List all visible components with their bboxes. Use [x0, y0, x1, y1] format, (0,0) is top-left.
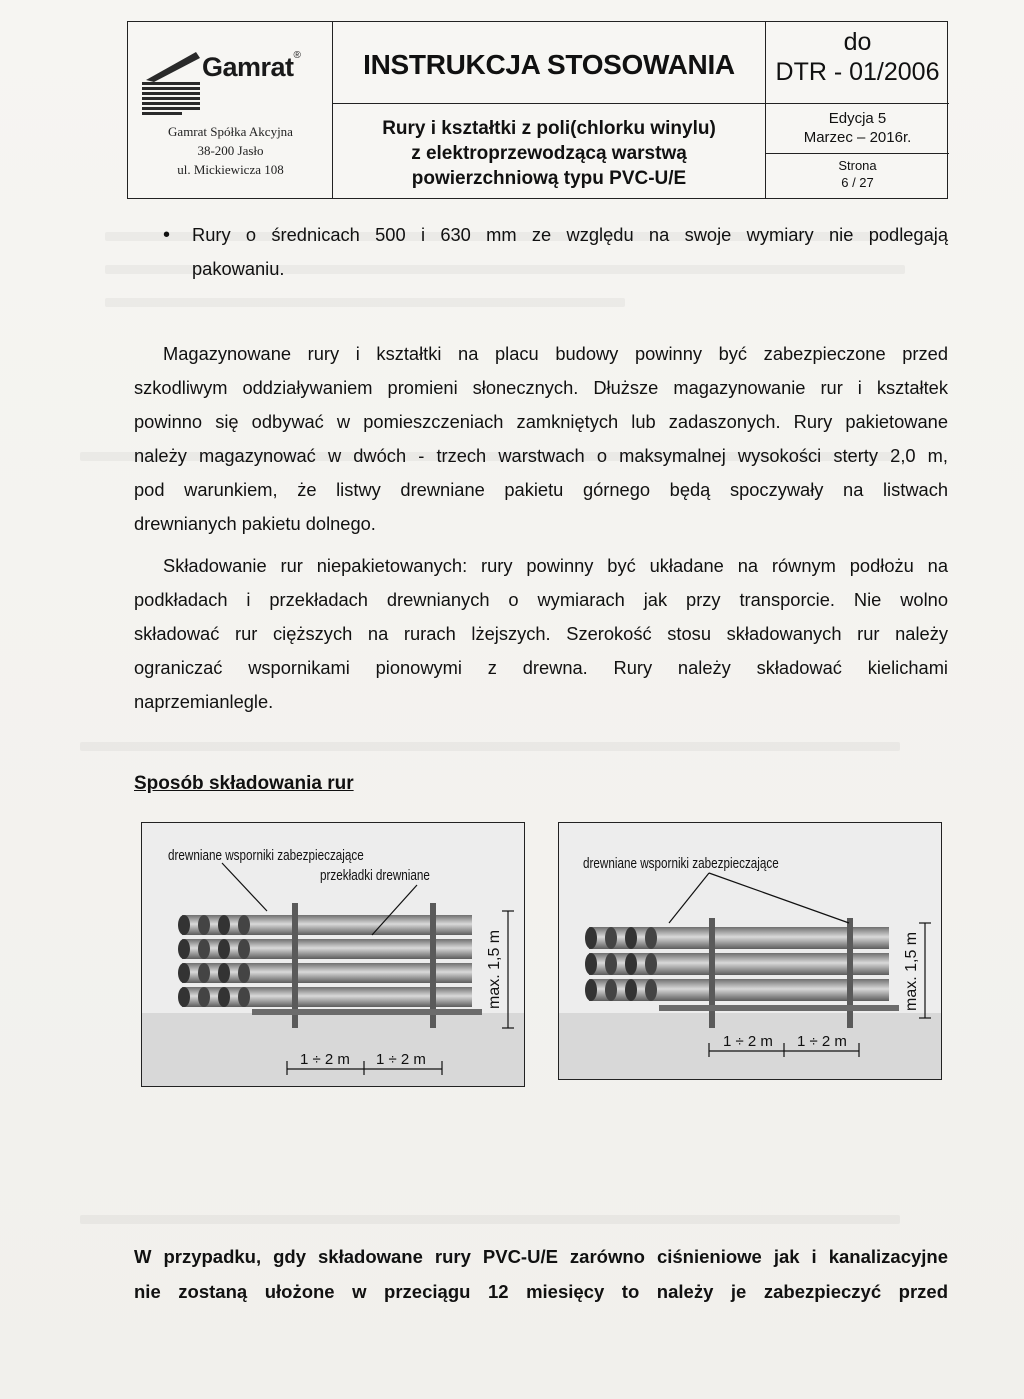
doc-title: INSTRUKCJA STOSOWANIA	[363, 49, 735, 80]
doc-title-cell	[333, 22, 765, 104]
bullet-line-2: pakowaniu.	[192, 258, 285, 279]
page-label: Strona	[838, 158, 877, 173]
paragraph-line: ograniczać wspornikami pionowymi z drewna. Rury należy składować kielichami	[134, 657, 948, 678]
figure-1-spacing-1: 1 ÷ 2 m	[300, 1051, 350, 1068]
figure-2-spacing-1: 1 ÷ 2 m	[723, 1033, 773, 1050]
doc-number: DTR - 01/2006	[775, 58, 940, 86]
bullet-line-1: Rury o średnicach 500 i 630 mm ze względu na swoje wymiary nie podlegają	[192, 224, 948, 245]
edition-date: Marzec – 2016r.	[803, 129, 912, 146]
doc-number-cell	[766, 22, 949, 104]
brand-name: Gamrat®	[202, 50, 301, 82]
figure-1-label-spacers: przekładki drewniane	[320, 867, 430, 884]
paragraph-line: podkładach i przekładach drewnianych o wymiarach jak przy transporcie. Nie wolno	[134, 589, 948, 610]
paragraph-line: składować rur cięższych na rurach lżejszych. Szerokość stosu składowanych rur należy	[134, 623, 948, 644]
page-number: 6 / 27	[841, 175, 874, 190]
figure-1-label-supports: drewniane wsporniki zabezpieczające	[168, 847, 364, 864]
company-address	[128, 122, 333, 179]
do-label: do	[843, 28, 872, 56]
edition-cell	[766, 104, 949, 154]
figure-2-spacing-2: 1 ÷ 2 m	[797, 1033, 847, 1050]
closing-line-1: W przypadku, gdy składowane rury PVC-U/E zarówno ciśnieniowe jak i kanalizacyjne	[134, 1246, 948, 1267]
paragraph-line: szkodliwym oddziaływaniem promieni słonecznych. Dłuższe magazynowanie rur i kształtek	[134, 377, 948, 398]
figure-1-spacing-2: 1 ÷ 2 m	[376, 1051, 426, 1068]
figure-stacked-pipes-2	[558, 822, 942, 1080]
company-postal: 38-200 Jasło	[197, 143, 264, 158]
doc-subject: Rury i kształtki z poli(chlorku winylu) z elektroprzewodzącą warstwą powierzchniową typu PVC-U/E	[382, 118, 716, 189]
page-cell	[766, 154, 949, 200]
paragraph-line: powinno się odbywać w pomieszczeniach zamkniętych lub zadaszonych. Rury pakietowane	[134, 411, 948, 432]
figure-1-height: max. 1,5 m	[486, 929, 503, 1009]
bullet-icon: •	[163, 224, 171, 246]
closing-line-2: nie zostaną ułożone w przeciągu 12 miesięcy to należy je zabezpieczyć przed	[134, 1281, 948, 1302]
logo-cell	[128, 22, 333, 198]
company-street: ul. Mickiewicza 108	[177, 162, 284, 177]
paragraph-line: Magazynowane rury i kształtki na placu budowy powinny być zabezpieczone przed	[163, 343, 948, 364]
document-header	[127, 21, 948, 199]
paragraph-line: pod warunkiem, że listwy drewniane pakietu górnego będą spoczywały na listwach	[134, 479, 948, 500]
paragraph-line: naprzemianlegle.	[134, 691, 274, 712]
subject-cell	[333, 104, 765, 200]
paragraph-line: Składowanie rur niepakietowanych: rury powinny być układane na równym podłożu na	[163, 555, 948, 576]
paragraph-line: należy magazynować w dwóch - trzech warstwach o maksymalnej wysokości sterty 2,0 m,	[134, 445, 948, 466]
company-name: Gamrat Spółka Akcyjna	[168, 124, 293, 139]
section-title: Sposób składowania rur	[134, 773, 354, 794]
edition: Edycja 5	[828, 110, 887, 127]
figure-2-label-supports: drewniane wsporniki zabezpieczające	[583, 855, 779, 872]
figure-2-height: max. 1,5 m	[903, 931, 920, 1011]
doc-meta-column	[765, 22, 949, 198]
figure-stacked-pipes-1	[141, 822, 525, 1087]
paragraph-line: drewnianych pakietu dolnego.	[134, 513, 376, 534]
